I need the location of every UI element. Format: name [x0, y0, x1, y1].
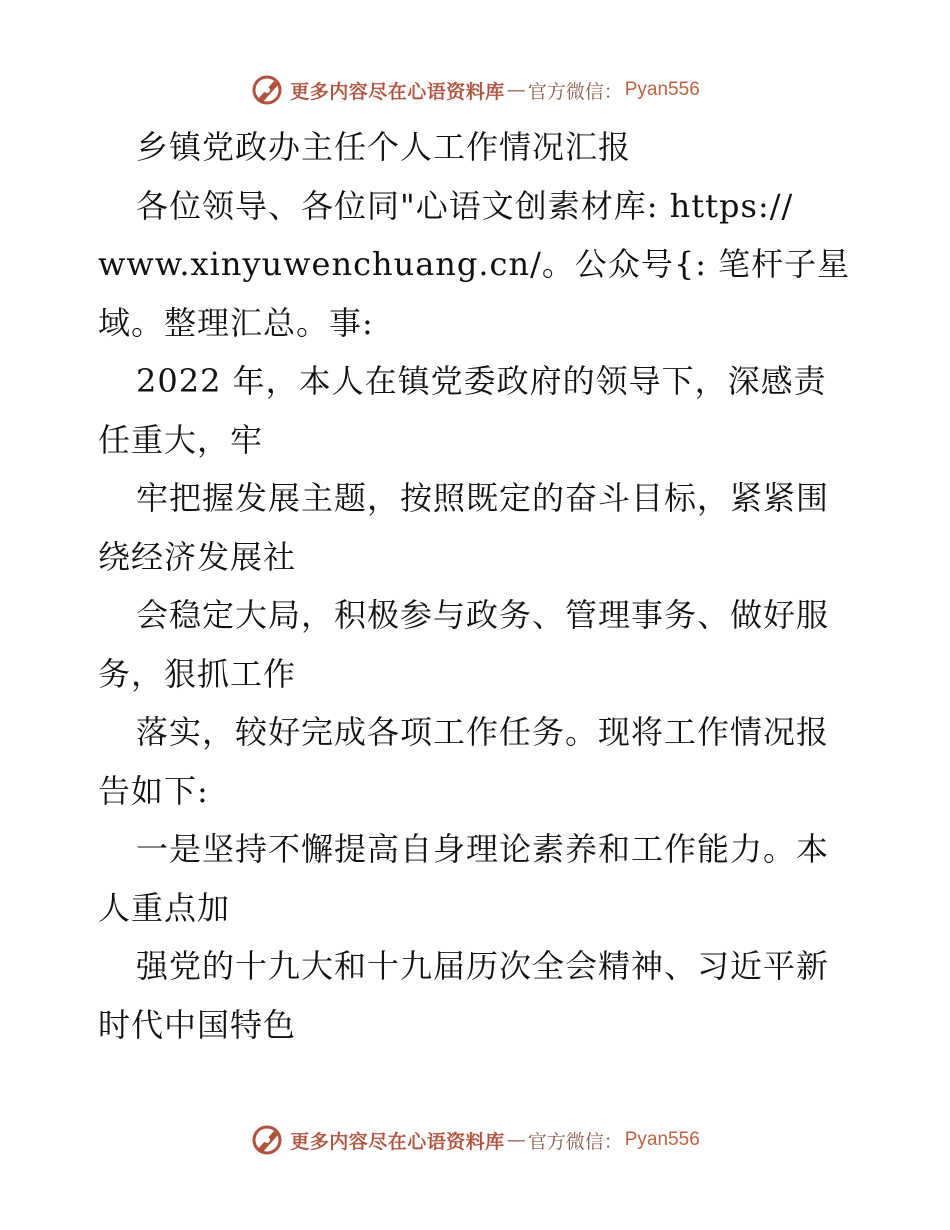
watermark-handle: Pyan556: [624, 79, 700, 100]
text-line: 时代中国特色: [98, 1005, 297, 1044]
text-line: 告如下:: [98, 771, 209, 810]
watermark-sub-text: 官方微信：: [527, 80, 623, 103]
document-body: [98, 118, 858, 1054]
text-line: 绕经济发展社: [98, 537, 297, 576]
header-watermark: [0, 70, 950, 110]
footer-watermark: [0, 1120, 950, 1160]
text-line: 2022 年，本人在镇党委政府的领导下，深感责: [136, 362, 827, 400]
text-line: 牢把握发展主题，按照既定的奋斗目标，紧紧围: [136, 479, 830, 517]
text-line: 人重点加: [98, 888, 231, 927]
text-line: 强党的十九大和十九届历次全会精神、习近平新: [136, 947, 830, 985]
document-title: 乡镇党政办主任个人工作情况汇报: [136, 128, 632, 166]
pen-logo-icon: [250, 73, 284, 107]
watermark-handle: Pyan556: [624, 1129, 700, 1150]
text-line: 务，狠抓工作: [98, 654, 297, 693]
watermark-main-text: 更多内容尽在心语资料库: [290, 1130, 505, 1153]
text-line: 一是坚持不懈提高自身理论素养和工作能力。本: [136, 830, 830, 868]
watermark-separator: —: [506, 79, 526, 101]
text-line: 任重大，牢: [98, 420, 264, 459]
watermark-separator: —: [506, 1129, 526, 1151]
watermark-main-text: 更多内容尽在心语资料库: [290, 80, 505, 103]
watermark-sub-text: 官方微信：: [527, 1130, 623, 1153]
text-line: www.xinyuwenchuang.cn/。公众号{: 笔杆子星: [98, 245, 851, 283]
text-line: 会稳定大局，积极参与政务、管理事务、做好服: [136, 596, 830, 634]
text-line: 域。整理汇总。事:: [98, 303, 374, 342]
pen-logo-icon: [250, 1123, 284, 1157]
text-line: 落实，较好完成各项工作任务。现将工作情况报: [136, 713, 830, 751]
text-line: 各位领导、各位同"心语文创素材库: https://: [136, 186, 794, 225]
